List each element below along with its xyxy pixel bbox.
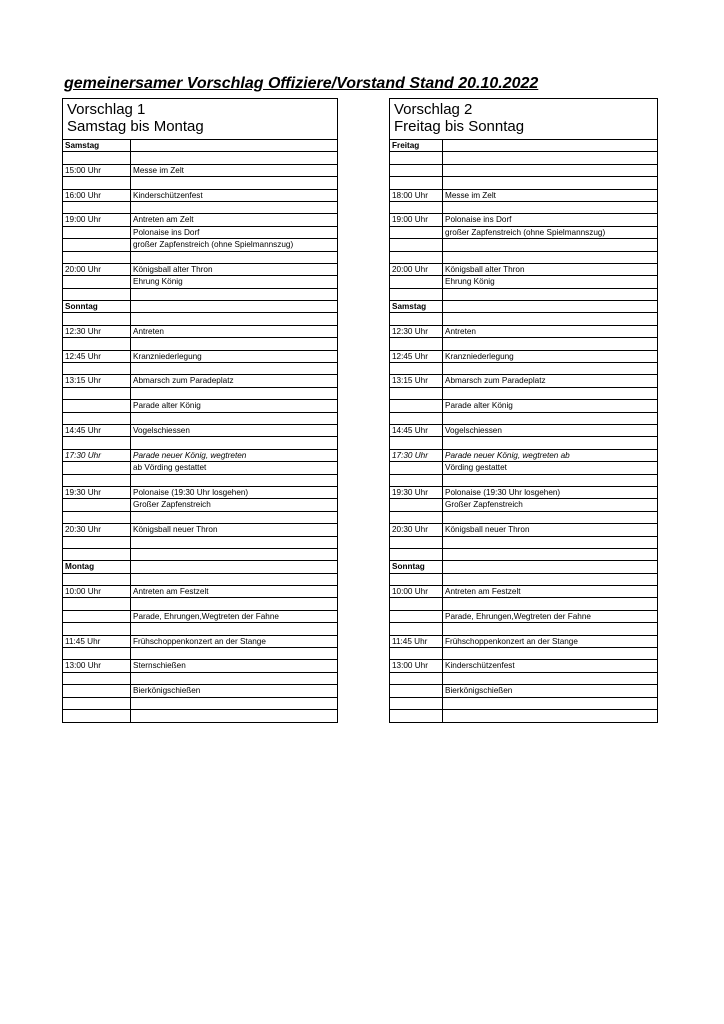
schedule-row — [390, 648, 657, 660]
event-cell: Messe im Zelt — [445, 190, 496, 200]
schedule-row — [63, 611, 337, 623]
schedule-row — [63, 437, 337, 449]
event-cell — [443, 623, 657, 634]
schedule-row — [63, 574, 337, 586]
event-cell — [443, 388, 657, 399]
schedule-row — [63, 152, 337, 164]
time-cell — [390, 289, 443, 300]
schedule-row — [390, 710, 657, 722]
event-cell — [443, 177, 657, 188]
schedule-row — [390, 264, 657, 276]
time-cell — [63, 413, 131, 424]
time-cell — [63, 313, 131, 324]
event-cell: Großer Zapfenstreich — [133, 500, 211, 510]
event-cell — [131, 710, 337, 722]
time-cell — [63, 276, 131, 287]
time-cell: 19:30 Uhr — [63, 487, 131, 498]
schedule-row — [390, 338, 657, 350]
time-cell: 19:00 Uhr — [63, 214, 131, 225]
event-cell: Kranzniederlegung — [133, 351, 202, 361]
event-cell — [443, 549, 657, 560]
schedule-row — [63, 499, 337, 511]
time-cell: 20:00 Uhr — [390, 264, 443, 275]
time-cell — [390, 437, 443, 448]
event-cell — [131, 437, 337, 448]
time-cell — [390, 685, 443, 696]
event-cell — [131, 177, 337, 188]
event-cell — [131, 363, 337, 374]
schedule-row — [390, 214, 657, 226]
schedule-rows — [63, 140, 337, 722]
time-cell — [63, 239, 131, 250]
time-cell: 20:30 Uhr — [390, 524, 443, 535]
schedule-row — [390, 685, 657, 697]
time-cell: 14:45 Uhr — [390, 425, 443, 436]
schedule-row — [63, 524, 337, 536]
schedule-row — [390, 437, 657, 449]
time-cell — [63, 685, 131, 696]
time-cell: 17:30 Uhr — [63, 450, 131, 461]
time-cell — [63, 512, 131, 523]
time-cell — [63, 611, 131, 622]
event-cell — [131, 289, 337, 300]
schedule-row — [390, 276, 657, 288]
schedule-row — [63, 252, 337, 264]
schedule-row — [63, 202, 337, 214]
event-cell — [443, 561, 657, 572]
event-cell — [131, 313, 337, 324]
event-cell: Abmarsch zum Paradeplatz — [445, 376, 546, 386]
time-cell: 16:00 Uhr — [63, 190, 131, 201]
schedule-row — [390, 660, 657, 672]
event-cell — [443, 363, 657, 374]
time-cell: 13:15 Uhr — [63, 375, 131, 386]
schedule-row — [390, 190, 657, 202]
time-cell — [390, 598, 443, 609]
schedule-row — [63, 190, 337, 202]
schedule-row — [390, 227, 657, 239]
time-cell — [63, 289, 131, 300]
event-cell: Polonaise (19:30 Uhr losgehen) — [445, 487, 561, 497]
time-cell: 11:45 Uhr — [390, 636, 443, 647]
event-cell — [443, 140, 657, 151]
time-cell — [63, 152, 131, 163]
time-cell — [390, 537, 443, 548]
event-cell — [443, 437, 657, 448]
schedule-row — [63, 165, 337, 177]
time-cell: Samstag — [63, 140, 131, 151]
schedule-row — [390, 152, 657, 164]
time-cell — [390, 549, 443, 560]
event-cell: Vogelschiessen — [133, 425, 190, 435]
time-cell: 13:15 Uhr — [390, 375, 443, 386]
time-cell — [63, 202, 131, 213]
time-cell — [390, 611, 443, 622]
schedule-row — [390, 165, 657, 177]
event-cell: Parade, Ehrungen,Wegtreten der Fahne — [445, 611, 591, 621]
event-cell: Abmarsch zum Paradeplatz — [133, 376, 234, 386]
schedule-row — [390, 301, 657, 313]
time-cell — [390, 202, 443, 213]
schedule-row — [63, 326, 337, 338]
schedule-row — [390, 326, 657, 338]
schedule-row — [63, 177, 337, 189]
event-cell: Antreten — [133, 326, 164, 336]
time-cell — [63, 227, 131, 238]
time-cell: 15:00 Uhr — [63, 165, 131, 176]
schedule-row — [390, 698, 657, 710]
schedule-row — [390, 623, 657, 635]
schedule-row — [63, 450, 337, 462]
event-cell — [443, 698, 657, 709]
event-cell: Polonaise ins Dorf — [133, 227, 200, 237]
event-cell: Parade alter König — [445, 401, 513, 411]
time-cell — [63, 177, 131, 188]
time-cell — [390, 400, 443, 411]
event-cell — [131, 561, 337, 572]
time-cell — [63, 400, 131, 411]
schedule-row — [63, 673, 337, 685]
schedule-row — [390, 400, 657, 412]
event-cell — [131, 338, 337, 349]
schedule-row — [63, 462, 337, 474]
time-cell — [63, 648, 131, 659]
event-cell — [131, 598, 337, 609]
event-cell: Antreten am Festzelt — [133, 587, 209, 597]
time-cell — [63, 549, 131, 560]
schedule-row — [63, 301, 337, 313]
schedule-subheading: Samstag bis Montag — [67, 118, 204, 135]
event-cell: Königsball neuer Thron — [445, 525, 530, 535]
event-cell — [131, 475, 337, 486]
schedule-row — [63, 660, 337, 672]
time-cell — [390, 165, 443, 176]
schedule-row — [63, 710, 337, 722]
event-cell — [443, 574, 657, 585]
schedule-row — [63, 598, 337, 610]
event-cell: Kinderschützenfest — [445, 661, 515, 671]
schedule-row — [63, 289, 337, 301]
schedule-row — [63, 276, 337, 288]
schedule-row — [390, 375, 657, 387]
event-cell — [131, 252, 337, 263]
schedule-row — [63, 227, 337, 239]
event-cell: Sternschießen — [133, 661, 186, 671]
schedule-row — [63, 400, 337, 412]
event-cell: Kranzniederlegung — [445, 351, 514, 361]
event-cell: Polonaise (19:30 Uhr losgehen) — [133, 487, 249, 497]
event-cell — [131, 152, 337, 163]
event-cell — [443, 152, 657, 163]
schedule-row — [390, 239, 657, 251]
event-cell — [131, 140, 337, 151]
schedule-row — [63, 512, 337, 524]
schedule-row — [390, 636, 657, 648]
event-cell: Messe im Zelt — [133, 165, 184, 175]
event-cell: Kinderschützenfest — [133, 190, 203, 200]
event-cell — [131, 413, 337, 424]
time-cell — [390, 623, 443, 634]
time-cell — [390, 363, 443, 374]
event-cell — [443, 598, 657, 609]
schedule-row — [63, 264, 337, 276]
document-title: gemeinersamer Vorschlag Offiziere/Vorstand Stand 20.10.2022 — [64, 75, 539, 92]
time-cell — [63, 537, 131, 548]
time-cell — [390, 710, 443, 722]
event-cell — [443, 202, 657, 213]
event-cell: Frühschoppenkonzert an der Stange — [445, 636, 578, 646]
event-cell — [131, 673, 337, 684]
schedule-row — [63, 648, 337, 660]
schedule-row — [63, 214, 337, 226]
schedule-proposal-2 — [389, 98, 658, 723]
schedule-row — [390, 487, 657, 499]
time-cell — [390, 499, 443, 510]
schedule-row — [63, 586, 337, 598]
time-cell — [390, 227, 443, 238]
schedule-row — [390, 512, 657, 524]
schedule-header — [390, 99, 657, 140]
time-cell: 20:30 Uhr — [63, 524, 131, 535]
schedule-row — [63, 561, 337, 573]
schedule-row — [63, 636, 337, 648]
schedule-row — [63, 623, 337, 635]
schedule-row — [63, 375, 337, 387]
schedule-row — [390, 611, 657, 623]
time-cell: Freitag — [390, 140, 443, 151]
time-cell — [390, 276, 443, 287]
time-cell: 19:00 Uhr — [390, 214, 443, 225]
event-cell — [443, 710, 657, 722]
time-cell: 13:00 Uhr — [63, 660, 131, 671]
time-cell — [63, 437, 131, 448]
schedule-row — [63, 549, 337, 561]
time-cell — [390, 673, 443, 684]
schedule-row — [390, 313, 657, 325]
event-cell — [443, 475, 657, 486]
event-cell: Antreten am Zelt — [133, 215, 194, 225]
event-cell — [443, 165, 657, 176]
schedule-row — [390, 462, 657, 474]
event-cell: großer Zapfenstreich (ohne Spielmannszug) — [445, 227, 606, 237]
event-cell — [131, 512, 337, 523]
time-cell — [390, 698, 443, 709]
schedule-row — [390, 202, 657, 214]
time-cell — [63, 252, 131, 263]
event-cell — [131, 202, 337, 213]
schedule-row — [390, 388, 657, 400]
time-cell — [390, 239, 443, 250]
time-cell: 12:30 Uhr — [390, 326, 443, 337]
event-cell: Königsball alter Thron — [133, 264, 213, 274]
schedule-row — [63, 363, 337, 375]
time-cell: 10:00 Uhr — [63, 586, 131, 597]
event-cell — [131, 537, 337, 548]
time-cell: Samstag — [390, 301, 443, 312]
time-cell — [390, 462, 443, 473]
schedule-row — [63, 313, 337, 325]
time-cell — [390, 338, 443, 349]
event-cell: Großer Zapfenstreich — [445, 500, 523, 510]
schedule-row — [390, 537, 657, 549]
event-cell — [443, 252, 657, 263]
event-cell — [443, 301, 657, 312]
time-cell — [390, 252, 443, 263]
schedule-row — [390, 351, 657, 363]
time-cell — [63, 338, 131, 349]
time-cell — [390, 648, 443, 659]
time-cell — [63, 388, 131, 399]
schedule-row — [63, 239, 337, 251]
time-cell: 14:45 Uhr — [63, 425, 131, 436]
schedule-row — [390, 289, 657, 301]
event-cell — [131, 574, 337, 585]
schedule-row — [63, 475, 337, 487]
time-cell — [390, 512, 443, 523]
event-cell: Antreten am Festzelt — [445, 587, 521, 597]
schedule-row — [63, 351, 337, 363]
event-cell — [131, 301, 337, 312]
time-cell: 12:45 Uhr — [63, 351, 131, 362]
schedule-row — [63, 140, 337, 152]
event-cell — [443, 537, 657, 548]
event-cell: Parade neuer König, wegtreten ab — [445, 450, 570, 460]
time-cell — [63, 623, 131, 634]
schedule-row — [390, 252, 657, 264]
time-cell — [390, 475, 443, 486]
schedule-row — [63, 685, 337, 697]
time-cell — [390, 388, 443, 399]
schedule-row — [63, 487, 337, 499]
event-cell — [131, 388, 337, 399]
time-cell: 18:00 Uhr — [390, 190, 443, 201]
schedule-row — [63, 698, 337, 710]
schedule-row — [390, 549, 657, 561]
schedule-row — [63, 425, 337, 437]
schedule-row — [390, 425, 657, 437]
time-cell: 10:00 Uhr — [390, 586, 443, 597]
schedule-row — [63, 537, 337, 549]
time-cell: 20:00 Uhr — [63, 264, 131, 275]
time-cell — [390, 574, 443, 585]
event-cell: Polonaise ins Dorf — [445, 215, 512, 225]
event-cell — [131, 648, 337, 659]
schedule-row — [63, 338, 337, 350]
event-cell: Parade neuer König, wegtreten — [133, 450, 247, 460]
event-cell: Vogelschiessen — [445, 425, 502, 435]
event-cell — [443, 239, 657, 250]
schedule-header — [63, 99, 337, 140]
time-cell: Sonntag — [390, 561, 443, 572]
schedule-row — [390, 363, 657, 375]
time-cell — [390, 413, 443, 424]
event-cell: Vörding gestattet — [445, 463, 507, 473]
time-cell — [63, 673, 131, 684]
time-cell — [63, 462, 131, 473]
schedule-row — [390, 413, 657, 425]
event-cell — [443, 673, 657, 684]
schedule-rows — [390, 140, 657, 722]
schedule-subheading: Freitag bis Sonntag — [394, 118, 525, 135]
event-cell — [443, 289, 657, 300]
event-cell: Parade, Ehrungen,Wegtreten der Fahne — [133, 611, 279, 621]
event-cell: großer Zapfenstreich (ohne Spielmannszug) — [133, 240, 294, 250]
schedule-row — [390, 598, 657, 610]
schedule-row — [390, 561, 657, 573]
event-cell — [131, 623, 337, 634]
event-cell: Königsball alter Thron — [445, 264, 525, 274]
time-cell — [63, 363, 131, 374]
schedule-row — [63, 413, 337, 425]
time-cell: 13:00 Uhr — [390, 660, 443, 671]
event-cell: Bierkönigschießen — [445, 686, 513, 696]
time-cell — [63, 698, 131, 709]
time-cell — [63, 574, 131, 585]
schedule-row — [390, 140, 657, 152]
schedule-row — [390, 475, 657, 487]
event-cell: Ehrung König — [133, 277, 183, 287]
event-cell: Parade alter König — [133, 401, 201, 411]
event-cell: Frühschoppenkonzert an der Stange — [133, 636, 266, 646]
time-cell — [390, 177, 443, 188]
schedule-row — [63, 388, 337, 400]
time-cell — [63, 598, 131, 609]
time-cell: 17:30 Uhr — [390, 450, 443, 461]
time-cell — [63, 710, 131, 722]
schedule-row — [390, 586, 657, 598]
schedule-row — [390, 177, 657, 189]
event-cell — [131, 698, 337, 709]
time-cell — [390, 152, 443, 163]
schedule-row — [390, 450, 657, 462]
schedule-heading: Vorschlag 1 — [67, 101, 146, 118]
time-cell: 11:45 Uhr — [63, 636, 131, 647]
schedule-row — [390, 574, 657, 586]
event-cell: Ehrung König — [445, 277, 495, 287]
schedule-proposal-1 — [62, 98, 338, 723]
event-cell: Bierkönigschießen — [133, 686, 201, 696]
time-cell — [390, 313, 443, 324]
time-cell: 12:45 Uhr — [390, 351, 443, 362]
event-cell — [443, 413, 657, 424]
event-cell — [443, 338, 657, 349]
event-cell — [443, 313, 657, 324]
event-cell: Antreten — [445, 326, 476, 336]
schedule-row — [390, 673, 657, 685]
event-cell — [131, 549, 337, 560]
event-cell — [443, 648, 657, 659]
schedule-heading: Vorschlag 2 — [394, 101, 473, 118]
event-cell: ab Vörding gestattet — [133, 463, 207, 473]
event-cell — [443, 512, 657, 523]
event-cell: Königsball neuer Thron — [133, 525, 218, 535]
schedule-row — [390, 524, 657, 536]
time-cell: 19:30 Uhr — [390, 487, 443, 498]
schedule-row — [390, 499, 657, 511]
time-cell — [63, 475, 131, 486]
time-cell: Sonntag — [63, 301, 131, 312]
time-cell: Montag — [63, 561, 131, 572]
time-cell: 12:30 Uhr — [63, 326, 131, 337]
time-cell — [63, 499, 131, 510]
